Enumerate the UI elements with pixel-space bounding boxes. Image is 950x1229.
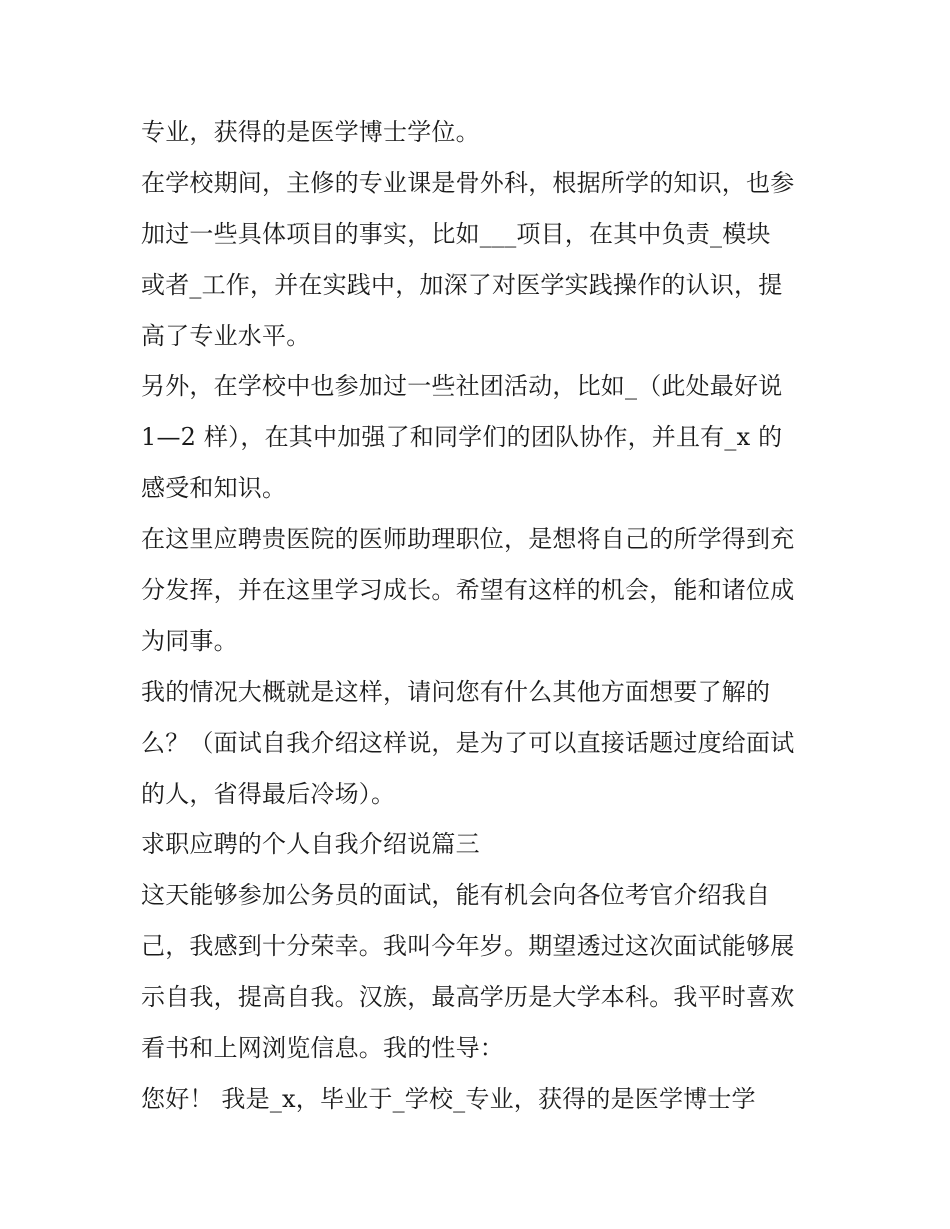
text-line: 为同事。: [141, 626, 238, 655]
text-line: 分发挥，并在这里学习成长。希望有这样的机会，能和诸位成: [141, 576, 795, 605]
document-body: [141, 107, 821, 1125]
text-line: 的人，省得最后冷场）。: [141, 779, 396, 808]
text-line: 另外，在学校中也参加过一些社团活动，比如_（此处最好说: [141, 372, 783, 401]
text-line: 加过一些具体项目的事实，比如___项目，在其中负责_模块: [141, 219, 771, 248]
text-line: 我的情况大概就是这样，请问您有什么其他方面想要了解的: [141, 677, 771, 706]
text-line: 您好！ 我是_x，毕业于_学校_专业，获得的是医学博士学: [141, 1084, 756, 1113]
text-line: 在学校期间，主修的专业课是骨外科，根据所学的知识，也参: [141, 168, 795, 197]
text-line: 己，我感到十分荣幸。我叫今年岁。期望透过这次面试能够展: [141, 932, 795, 961]
section-heading: 求职应聘的个人自我介绍说篇三: [141, 830, 480, 859]
text-line: 或者_工作，并在实践中，加深了对医学实践操作的认识，提: [141, 270, 783, 299]
text-line: 1—2 样），在其中加强了和同学们的团队协作，并且有_x 的: [141, 423, 783, 452]
text-line: 高了专业水平。: [141, 321, 311, 350]
text-line: 感受和知识。: [141, 474, 287, 503]
text-line: 示自我，提高自我。汉族，最高学历是大学本科。我平时喜欢: [141, 983, 795, 1012]
text-line: 这天能够参加公务员的面试，能有机会向各位考官介绍我自: [141, 881, 771, 910]
text-line: 在这里应聘贵医院的医师助理职位，是想将自己的所学得到充: [141, 525, 795, 554]
text-line: 专业，获得的是医学博士学位。: [141, 118, 480, 146]
text-line: 看书和上网浏览信息。我的性导：: [141, 1034, 504, 1063]
text-line: 么？（面试自我介绍这样说，是为了可以直接话题过度给面试: [141, 728, 795, 757]
